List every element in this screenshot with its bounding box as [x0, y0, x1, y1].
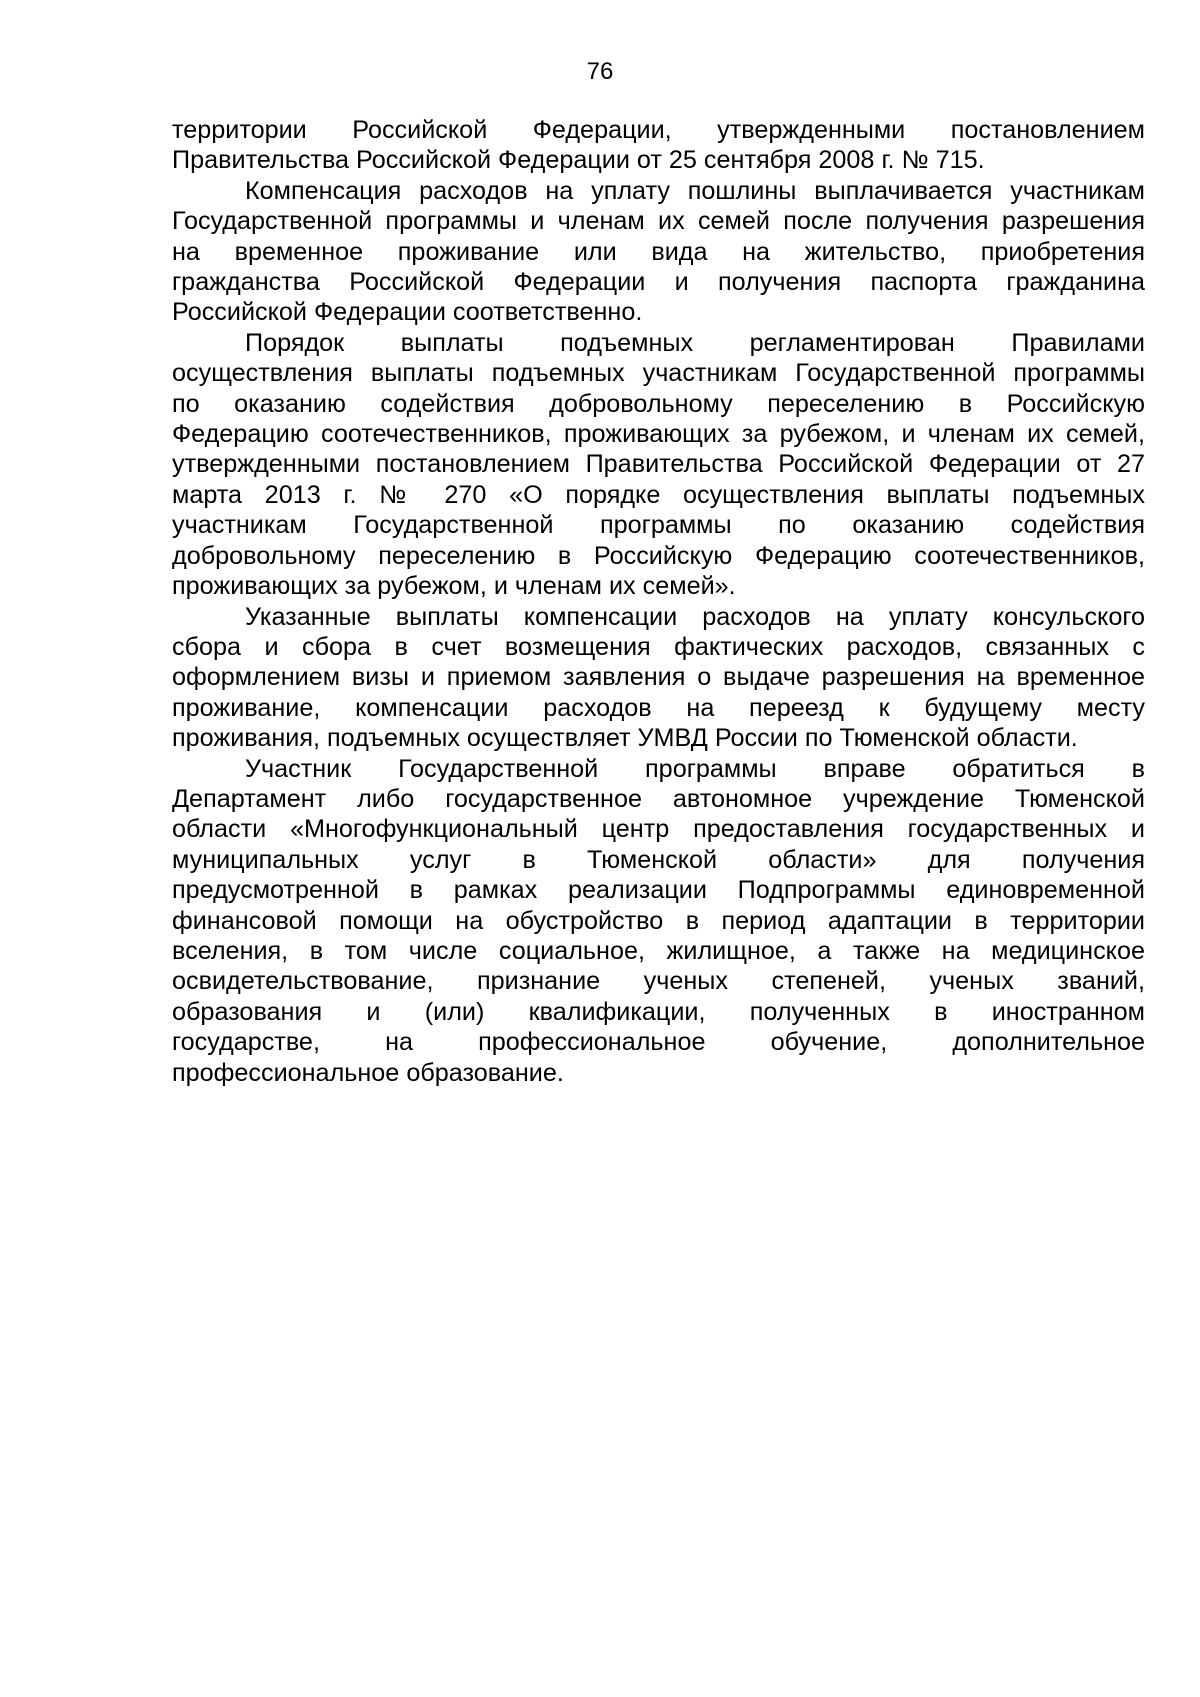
text-line: территории Российской Федерации, утвержденными постановлением	[172, 116, 1145, 144]
text-line: марта 2013 г. № 270 «О порядке осуществления выплаты подъемных	[172, 480, 1145, 509]
text-line: сбора и сбора в счет возмещения фактических расходов, связанных с	[172, 632, 1145, 661]
text-line: проживание, компенсации расходов на переезд к будущему месту	[172, 693, 1145, 722]
text-line: государстве, на профессиональное обучение, дополнительное	[172, 1028, 1145, 1057]
text-line: Департамент либо государственное автономное учреждение Тюменской	[172, 784, 1145, 813]
text-line: гражданства Российской Федерации и получения паспорта гражданина	[172, 268, 1145, 297]
paragraph-3	[172, 328, 1145, 602]
paragraph-1	[172, 115, 1145, 176]
text-line: профессиональное образование.	[172, 1058, 564, 1087]
text-line: по оказанию содействия добровольному переселению в Российскую	[172, 389, 1145, 418]
paragraph-2	[172, 176, 1145, 328]
text-line: проживающих за рубежом, и членам их семей».	[172, 572, 736, 601]
text-line: предусмотренной в рамках реализации Подпрограммы единовременной	[172, 876, 1145, 905]
text-line: участникам Государственной программы по оказанию содействия	[172, 511, 1145, 540]
text-line: Федерацию соотечественников, проживающих за рубежом, и членам их семей,	[172, 420, 1145, 449]
text-line: добровольному переселению в Российскую Федерацию соотечественников,	[172, 541, 1145, 570]
paragraph-4	[172, 602, 1145, 754]
text-line: Российской Федерации соответственно.	[172, 298, 643, 327]
text-line: образования и (или) квалификации, полученных в иностранном	[172, 997, 1145, 1026]
text-line: муниципальных услуг в Тюменской области» для получения	[172, 845, 1145, 874]
text-line: вселения, в том числе социальное, жилищное, а также на медицинское	[172, 936, 1145, 965]
text-line: Компенсация расходов на уплату пошлины выплачивается участникам	[245, 176, 1145, 205]
text-line: проживания, подъемных осуществляет УМВД России по Тюменской области.	[172, 724, 1078, 753]
text-line: утвержденными постановлением Правительства Российской Федерации от 27	[172, 450, 1145, 479]
text-line: Указанные выплаты компенсации расходов на уплату консульского	[245, 602, 1145, 631]
text-line: финансовой помощи на обустройство в период адаптации в территории	[172, 906, 1145, 935]
text-line: Порядок выплаты подъемных регламентирован Правилами	[245, 328, 1145, 357]
text-line: Правительства Российской Федерации от 25 сентября 2008 г. № 715.	[172, 146, 985, 175]
page-number: 76	[586, 58, 614, 85]
document-body	[172, 115, 1145, 1088]
text-line: на временное проживание или вида на жительство, приобретения	[172, 237, 1145, 266]
text-line: освидетельствование, признание ученых степеней, ученых званий,	[172, 967, 1145, 996]
text-line: оформлением визы и приемом заявления о выдаче разрешения на временное	[172, 663, 1145, 692]
text-line: осуществления выплаты подъемных участникам Государственной программы	[172, 359, 1145, 388]
paragraph-5	[172, 754, 1145, 1088]
text-line: Государственной программы и членам их семей после получения разрешения	[172, 207, 1145, 236]
text-line: Участник Государственной программы вправе обратиться в	[245, 754, 1145, 783]
text-line: области «Многофункциональный центр предоставления государственных и	[172, 815, 1145, 844]
